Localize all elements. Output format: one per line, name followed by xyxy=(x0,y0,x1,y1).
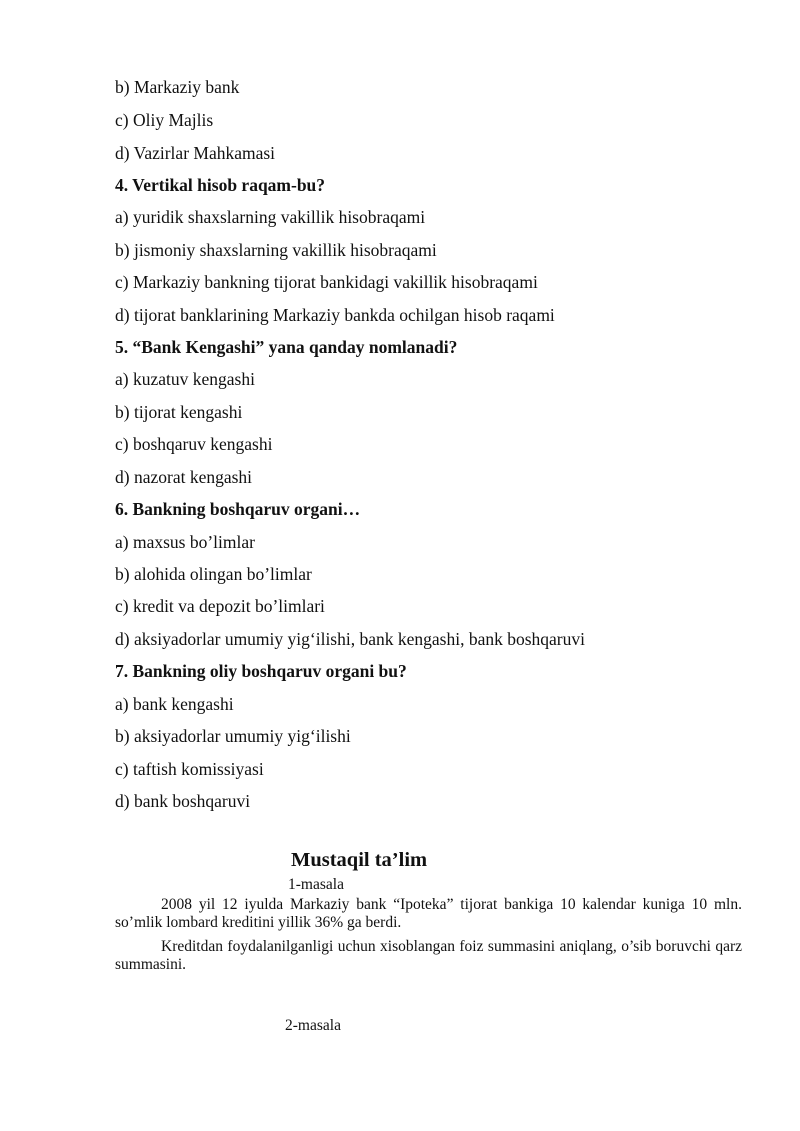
question-title: 5. “Bank Kengashi” yana qanday nomlanadi? xyxy=(115,337,458,357)
option-line: d) bank boshqaruvi xyxy=(115,791,251,811)
option-line: c) Markaziy bankning tijorat bankidagi vakillik hisobraqami xyxy=(115,272,538,292)
question-title: 7. Bankning oliy boshqaruv organi bu? xyxy=(115,661,407,681)
task-label: 2-masala xyxy=(285,1017,341,1034)
option-line: d) nazorat kengashi xyxy=(115,467,253,487)
section-title: Mustaqil ta’lim xyxy=(291,849,428,871)
task-label: 1-masala xyxy=(288,876,344,893)
option-line: c) taftish komissiyasi xyxy=(115,759,264,779)
option-line: b) aksiyadorlar umumiy yig‘ilishi xyxy=(115,726,351,746)
option-line: b) jismoniy shaxslarning vakillik hisobraqami xyxy=(115,240,437,260)
option-line: c) boshqaruv kengashi xyxy=(115,434,273,454)
option-line: b) alohida olingan bo’limlar xyxy=(115,564,312,584)
task-paragraph: Kreditdan foydalanilganligi uchun xisoblangan foiz summasini aniqlang, o’sib boruvchi qarz summasini. xyxy=(115,938,742,973)
option-line: b) tijorat kengashi xyxy=(115,402,243,422)
option-line: d) tijorat banklarining Markaziy bankda ochilgan hisob raqami xyxy=(115,305,555,325)
question-title: 4. Vertikal hisob raqam-bu? xyxy=(115,175,326,195)
task-paragraph: 2008 yil 12 iyulda Markaziy bank “Ipoteka” tijorat bankiga 10 kalendar kuniga 10 mln. so’mlik lombard kreditini yillik 36% ga berdi. xyxy=(115,896,742,931)
option-line: a) bank kengashi xyxy=(115,694,234,714)
option-line: c) kredit va depozit bo’limlari xyxy=(115,596,325,616)
option-line: d) Vazirlar Mahkamasi xyxy=(115,143,276,163)
option-line: d) aksiyadorlar umumiy yig‘ilishi, bank kengashi, bank boshqaruvi xyxy=(115,629,585,649)
option-line: c) Oliy Majlis xyxy=(115,110,214,130)
option-line: a) maxsus bo’limlar xyxy=(115,532,255,552)
question-title: 6. Bankning boshqaruv organi… xyxy=(115,499,361,519)
option-line: a) kuzatuv kengashi xyxy=(115,369,255,389)
option-line: b) Markaziy bank xyxy=(115,77,240,97)
option-line: a) yuridik shaxslarning vakillik hisobraqami xyxy=(115,207,426,227)
